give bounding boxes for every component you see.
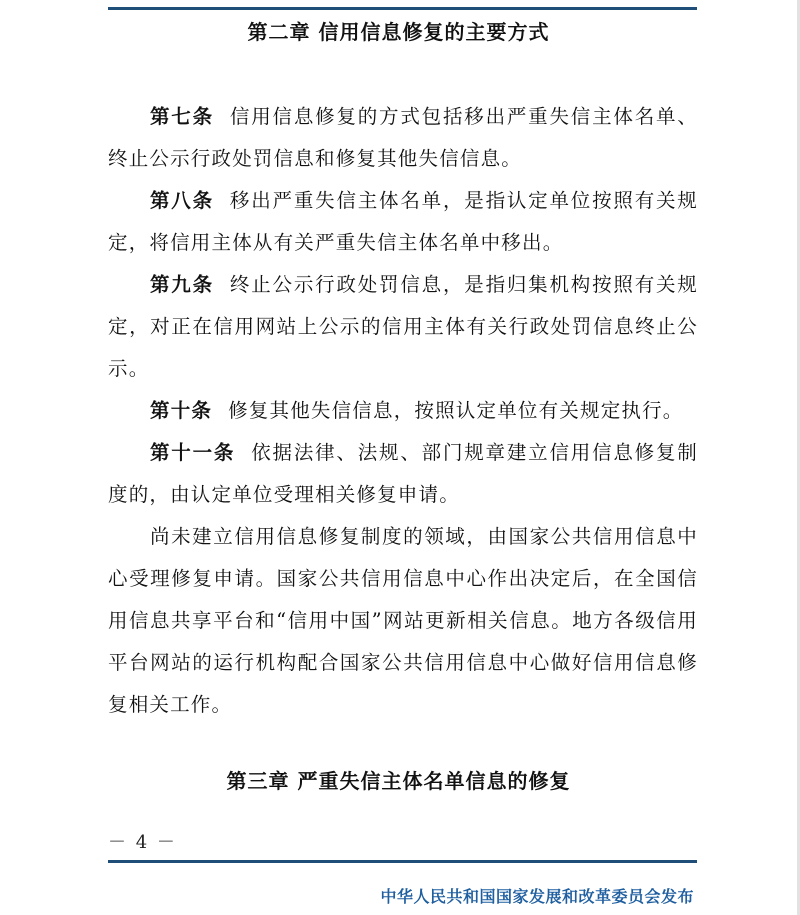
- article-text: 修复其他失信信息，按照认定单位有关规定执行。: [228, 399, 684, 422]
- publisher-footer: 中华人民共和国国家发展和改革委员会发布: [380, 887, 694, 906]
- article-text: 移出严重失信主体名单，是指认定单位按照有关规定，将信用主体从有关严重失信主体名单中移出。: [108, 189, 698, 254]
- article-label: 第十条: [150, 399, 213, 422]
- article-label: 第八条: [150, 189, 214, 212]
- document-body: [108, 96, 698, 726]
- article-label: 第七条: [150, 105, 214, 128]
- footer-rule: [108, 860, 697, 863]
- chapter-three-title: 第三章 严重失信主体名单信息的修复: [226, 769, 571, 793]
- article-7: [108, 96, 698, 180]
- article-10: [108, 390, 698, 432]
- body-paragraph: 尚未建立信用信息修复制度的领域，由国家公共信用信息中心受理修复申请。国家公共信用信息中心作出决定后，在全国信用信息共享平台和“信用中国”网站更新相关信息。地方各级信用平台网站的运行机构配合国家公共信用信息中心做好信用信息修复相关工作。: [108, 525, 698, 716]
- page-number: － 4 －: [108, 832, 177, 853]
- article-text: 终止公示行政处罚信息，是指归集机构按照有关规定，对正在信用网站上公示的信用主体有关行政处罚信息终止公示。: [108, 273, 698, 380]
- chapter-two-title: 第二章 信用信息修复的主要方式: [247, 20, 550, 44]
- article-label: 第十一条: [150, 441, 236, 464]
- article-9: [108, 264, 698, 390]
- article-11: [108, 432, 698, 516]
- article-8: [108, 180, 698, 264]
- article-text: 依据法律、法规、部门规章建立信用信息修复制度的，由认定单位受理相关修复申请。: [108, 441, 698, 506]
- article-text: 信用信息修复的方式包括移出严重失信主体名单、终止公示行政处罚信息和修复其他失信信息。: [108, 105, 698, 170]
- header-rule: [108, 7, 697, 10]
- article-label: 第九条: [150, 273, 214, 296]
